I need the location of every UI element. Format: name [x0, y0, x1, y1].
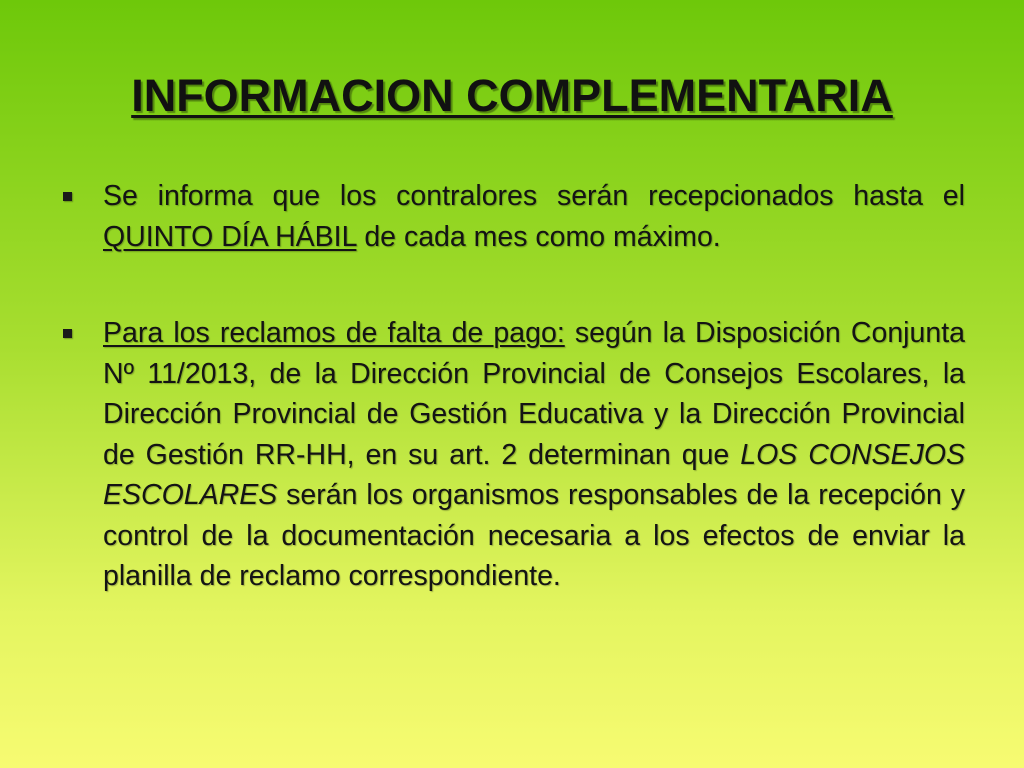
- bullet-item-contralores: [60, 176, 965, 257]
- bullet2-italic-consejos: LOS CONSEJOS ESCOLARES: [103, 438, 965, 511]
- bullet1-underlined-deadline: QUINTO DÍA HÁBIL: [103, 220, 357, 253]
- bullet-item-reclamos: [60, 313, 965, 597]
- bullet1-text-part2: de cada mes como máximo.: [356, 220, 721, 253]
- bullet1-text-part1: Se informa que los contralores serán recepcionados hasta el: [103, 180, 965, 212]
- bullet2-underlined-heading: Para los reclamos de falta de pago:: [103, 317, 565, 349]
- square-bullet-icon: [63, 329, 72, 338]
- square-bullet-icon: [63, 192, 72, 201]
- bullet2-text-part2: serán los organismos responsables de la recepción y control de la documentación necesaria a los efectos de enviar la planilla de reclamo correspondiente.: [103, 479, 965, 592]
- bullet2-text-part1: según la Disposición Conjunta Nº 11/2013, de la Dirección Provincial de Consejos Escolares, la Dirección Provincial de Gestión Educativa y la Dirección Provincial de Gestión RR-HH, en su art. 2 determinan que: [103, 317, 965, 471]
- slide-title: INFORMACION COMPLEMENTARIA: [131, 70, 893, 121]
- bullet-list: [60, 176, 965, 597]
